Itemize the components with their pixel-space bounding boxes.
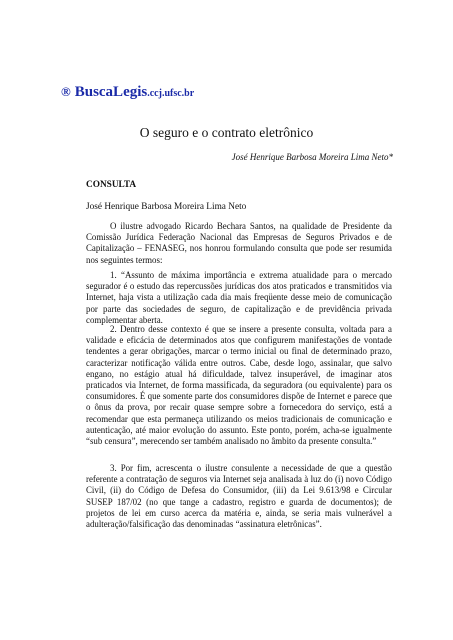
author-credit: José Henrique Barbosa Moreira Lima Neto*	[231, 152, 393, 162]
logo-brand-text: BuscaLegis	[74, 84, 148, 100]
paragraph-2: 2. Dentro desse contexto é que se insere a presente consulta, voltada para a validade e eficácia de determinados atos que configurem manifestações de vontade tendentes a gerar obrigações, marcar o termo inicial ou final de determinado prazo, caracterizar notificação válida entre outros. Cabe, desde logo, assinalar, que salvo engano, no estágio atual há dificuldade, talvez insuperável, de imaginar atos praticados via Internet, de forma massificada, da seguradora (ou equivalente) para os consumidores. É que somente parte dos consumidores dispõe de Internet e parece que o ônus da prova, por recair quase sempre sobre a fornecedora do serviço, está a recomendar que esta permaneça utilizando os meios tradicionais de comunicação e autenticação, até maior evolução do assunto. Este ponto, porém, acha-se igualmente “sub censura”, merecendo ser também analisado no âmbito da presente consulta.”	[86, 324, 392, 447]
section-heading: CONSULTA	[86, 180, 137, 190]
byline: José Henrique Barbosa Moreira Lima Neto	[86, 202, 247, 212]
buscalegis-logo[interactable]	[61, 83, 194, 101]
paragraph-1: 1. “Assunto de máxima importância e extrema atualidade para o mercado segurador é o estudo das repercussões jurídicas dos atos praticados e transmitidos via Internet, haja vista a utilização cada dia mais freqüente desse meio de comunicação por parte das sociedades de seguro, de capitalização e de previdência privada complementar aberta.	[86, 270, 392, 325]
paragraph-3: 3. Por fim, acrescenta o ilustre consulente a necessidade de que a questão referente a contratação de seguros via Internet seja analisada à luz do (i) novo Código Civil, (ii) do Código de Defesa do Consumidor, (iii) da Lei 9.613/98 e Circular SUSEP 187/02 (no que tange a cadastro, registro e guarda de documentos); de projetos de lei em curso acerca da matéria e, ainda, se seria mais vulnerável a adulteração/falsificação das denominadas “assinatura eletrônicas”.	[86, 463, 392, 530]
paragraph-intro: O ilustre advogado Ricardo Bechara Santos, na qualidade de Presidente da Comissão Jurídica Federação Nacional das Empresas de Seguros Privados e de Capitalização – FENASEG, nos honrou formulando consulta que pode ser resumida nos seguintes termos:	[86, 221, 392, 265]
document-title: O seguro e o contrato eletrônico	[139, 125, 314, 140]
registered-mark-icon: ®	[61, 84, 71, 99]
logo-domain-text: .ccj.ufsc.br	[147, 88, 195, 99]
